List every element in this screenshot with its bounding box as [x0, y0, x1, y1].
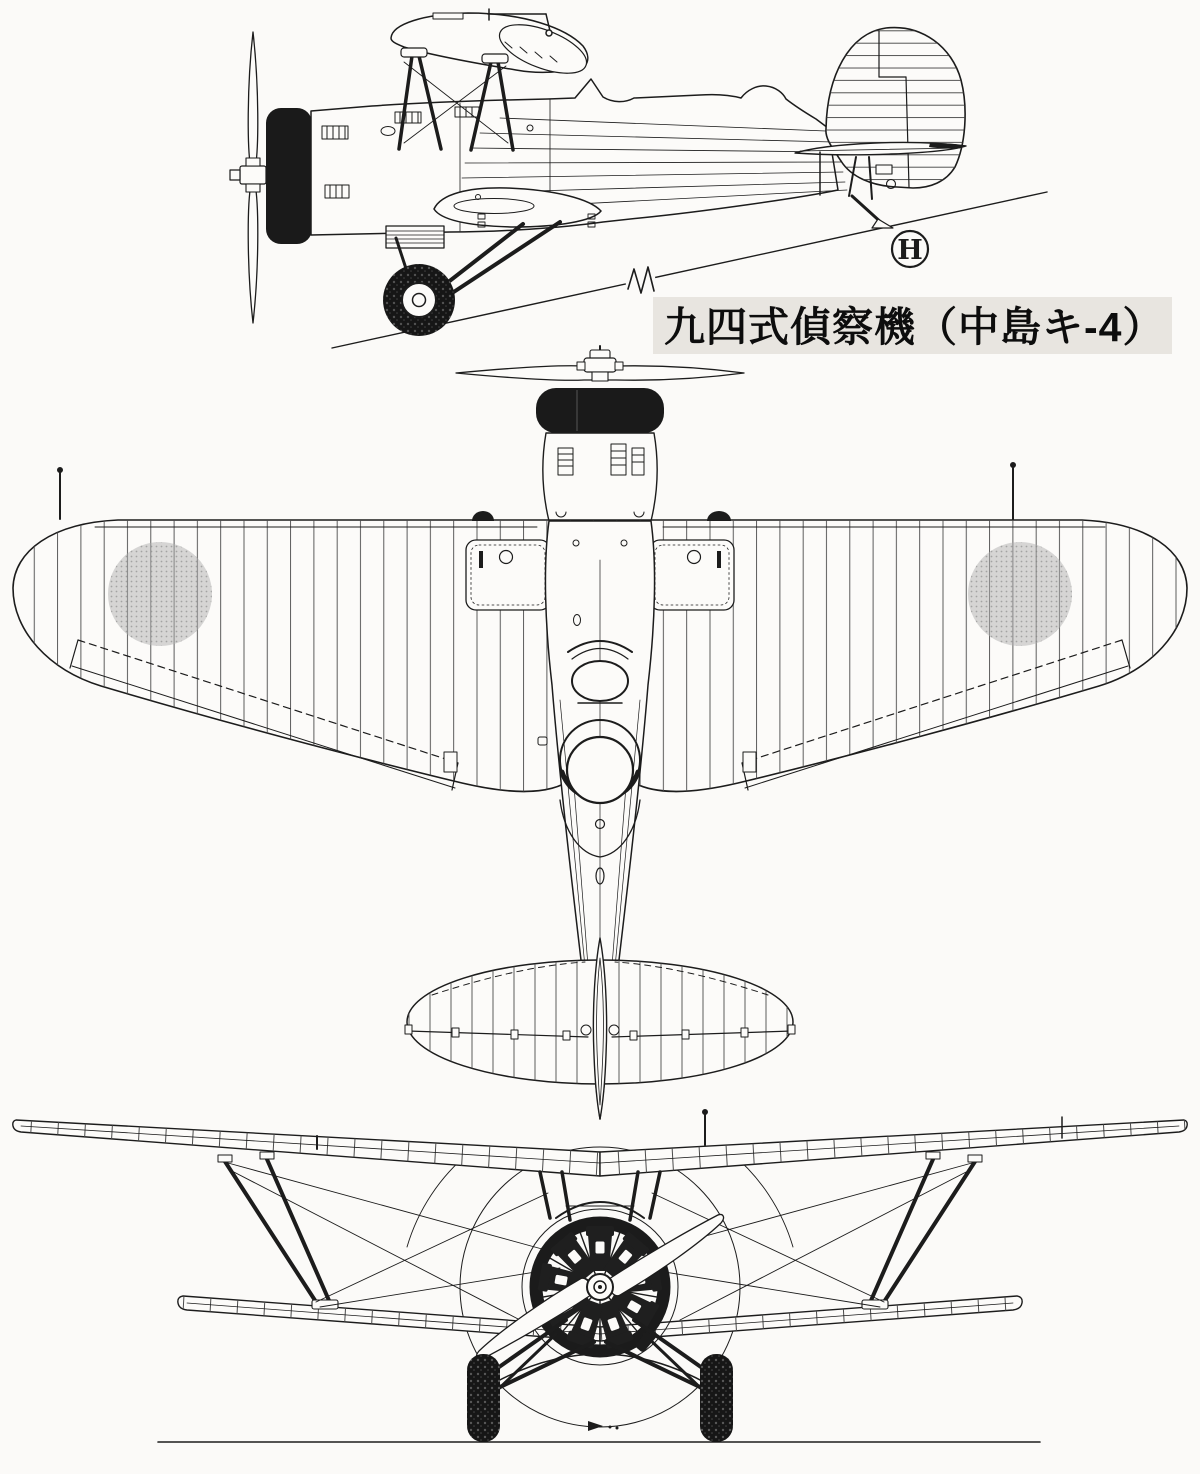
rudder-hatch [826, 28, 965, 188]
drawing-title: 九四式偵察機（中島キ-4） [664, 304, 1165, 350]
title-block [653, 297, 1172, 354]
wheel-bump-right [707, 511, 731, 521]
engine-cowling-side [266, 108, 312, 244]
top-view [13, 346, 1187, 1119]
tail-fin [826, 28, 965, 188]
cabane-struts-front [540, 1172, 660, 1220]
wing-root-panel-left [466, 540, 550, 610]
wheel-left-front [467, 1354, 500, 1442]
wing-masts [58, 463, 1016, 520]
spinner-hub [230, 170, 240, 180]
signature-letter: H [897, 235, 923, 266]
front-cockpit-opening [572, 661, 628, 701]
radiator [386, 226, 444, 248]
wing-root-panel-right [650, 540, 734, 610]
rotation-arrow [588, 1421, 603, 1431]
roundel-right [968, 542, 1072, 646]
nose-top [543, 433, 657, 521]
signature-mark [892, 231, 928, 267]
roundel-left [108, 542, 212, 646]
front-view [13, 1110, 1187, 1443]
engine-cowling-top [536, 388, 664, 433]
wheel-bump-left [472, 511, 494, 521]
wheel-right-front [700, 1354, 733, 1442]
